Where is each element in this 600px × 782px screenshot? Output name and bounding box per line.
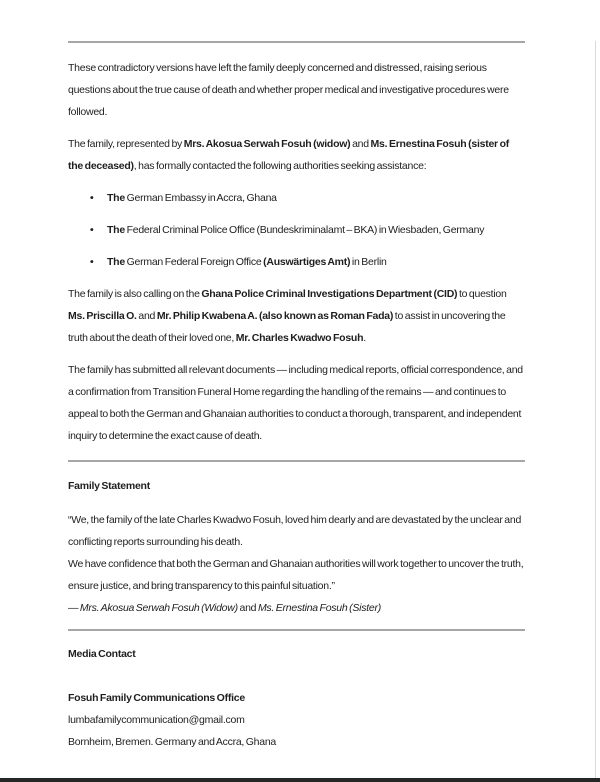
paragraph-contradictory-versions: These contradictory versions have left the family deeply concerned and distressed, raising serious questions about the true cause of death and whether proper medical and investigative procedures were followed. bbox=[68, 62, 509, 118]
media-contact-block bbox=[68, 687, 525, 753]
family-statement-heading: Family Statement bbox=[68, 480, 150, 492]
page-edge-line bbox=[595, 41, 596, 782]
bottom-edge-bar bbox=[0, 778, 600, 782]
section-divider-middle bbox=[68, 460, 525, 462]
quote-attribution: — Mrs. Akosua Serwah Fosuh (Widow) and Ms. Ernestina Fosuh (Sister) bbox=[68, 602, 381, 614]
list-item-text: The German Federal Foreign Office (Auswärtiges Amt) in Berlin bbox=[107, 256, 387, 268]
authorities-list bbox=[68, 187, 525, 273]
list-item-federal-criminal-police bbox=[68, 219, 525, 241]
document-page bbox=[0, 41, 600, 782]
list-item-german-embassy bbox=[68, 187, 525, 209]
media-contact-heading: Media Contact bbox=[68, 648, 136, 660]
list-item-text: The German Embassy in Accra, Ghana bbox=[107, 192, 277, 204]
bullet-icon: • bbox=[90, 224, 94, 236]
bullet-icon: • bbox=[90, 192, 94, 204]
contact-email: lumbafamilycommunication@gmail.com bbox=[68, 714, 245, 726]
paragraph-family-represented: The family, represented by Mrs. Akosua Serwah Fosuh (widow) and Ms. Ernestina Fosuh (sister of the deceased), has formally contacted the following authorities seeking assistance: bbox=[68, 138, 509, 172]
spacer bbox=[68, 675, 525, 687]
contact-office-name: Fosuh Family Communications Office bbox=[68, 692, 245, 704]
quote-line-2: We have confidence that both the German and Ghanaian authorities will work together to uncover the truth, ensure justice, and bring transparency to this painful situation.” bbox=[68, 558, 524, 592]
list-item-federal-foreign-office bbox=[68, 251, 525, 273]
paragraph-cid-request: The family is also calling on the Ghana Police Criminal Investigations Department (CID) to question Ms. Priscilla O. and Mr. Philip Kwabena A. (also known as Roman Fada) to assist in uncovering the truth about the death of their loved one, Mr. Charles Kwadwo Fosuh. bbox=[68, 288, 507, 344]
paragraph-submitted-documents: The family has submitted all relevant documents — including medical reports, official correspondence, and a confirmation from Transition Funeral Home regarding the handling of the remains — and continues to appeal to both the German and Ghanaian authorities to conduct a thorough, transparent, and independent inquiry to determine the exact cause of death. bbox=[68, 364, 523, 442]
section-divider-top bbox=[68, 41, 525, 43]
list-item-text: The Federal Criminal Police Office (Bundeskriminalamt – BKA) in Wiesbaden, Germany bbox=[107, 224, 485, 236]
quote-line-1: “We, the family of the late Charles Kwadwo Fosuh, loved him dearly and are devastated by the unclear and conflicting reports surrounding his death. bbox=[68, 514, 522, 548]
bullet-icon: • bbox=[90, 256, 94, 268]
section-divider-bottom bbox=[68, 629, 525, 631]
contact-locations: Bornheim, Bremen. Germany and Accra, Ghana bbox=[68, 736, 277, 748]
family-statement-quote bbox=[68, 509, 525, 619]
